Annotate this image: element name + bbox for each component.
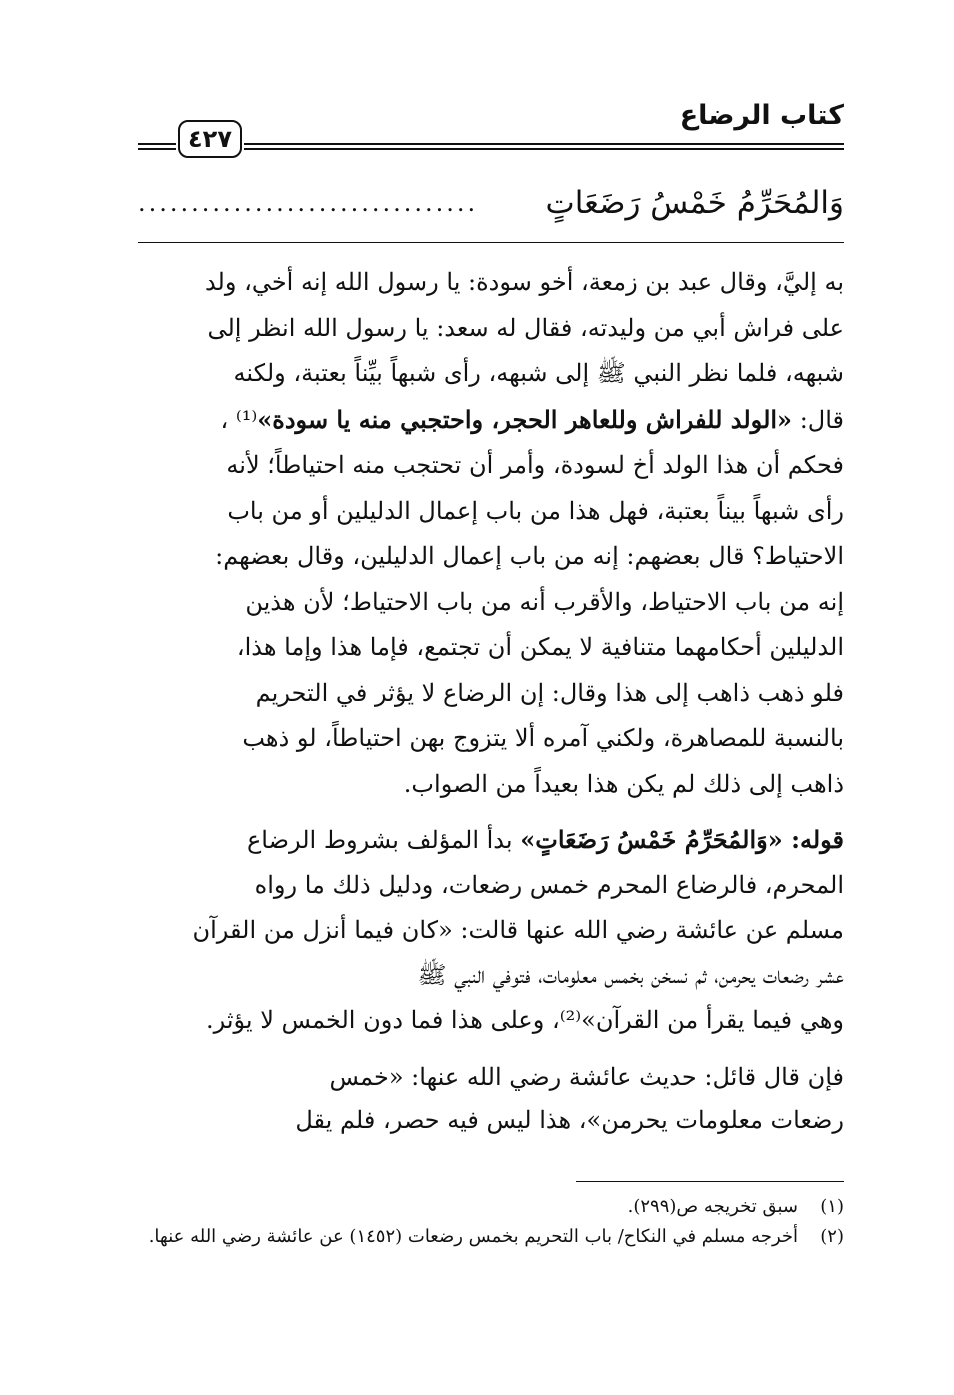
paragraph — [108, 260, 844, 807]
text-line: عشر رضعات يحرمن، ثم نسخن بخمس معلومات، فتوفي النبي ﷺ — [417, 961, 844, 989]
text-line: على فراش أبي من وليدته، فقال له سعد: يا رسول الله انظر إلى — [207, 313, 844, 342]
text-line: وهي فيما يقرأ من القرآن»⁽²⁾، وعلى هذا فما دون الخمس لا يؤثر. — [205, 1006, 844, 1034]
text-segment: ⁽¹⁾ ، — [220, 405, 258, 434]
header-double-rule — [244, 143, 844, 150]
footnote-text: أخرجه مسلم في النكاح/ باب التحريم بخمس رضعات (١٤٥٢) عن عائشة رضي الله عنها. — [148, 1226, 798, 1247]
text-line — [108, 817, 844, 863]
main-text — [108, 260, 844, 1142]
page-number: ٤٢٧ — [178, 120, 242, 158]
matn-heading-line — [138, 178, 844, 228]
paragraph — [108, 1056, 844, 1142]
text-line: رأى شبهاً بيناً بعتبة، فهل هذا من باب إعمال الدليلين أو من باب — [227, 496, 844, 525]
footnote-number: (١) — [820, 1196, 844, 1217]
text-line: فحكم أن هذا الولد أخ لسودة، وأمر أن تحتجب منه احتياطاً؛ لأنه — [226, 451, 844, 479]
footnote-item — [138, 1222, 844, 1252]
matn-text: وَالمُحَرِّمُ خَمْسُ رَضَعَاتٍ — [545, 185, 844, 221]
text-line: الدليلين أحكامهما متنافية لا يمكن أن تجتمع، فإما هذا وإما هذا، — [236, 633, 844, 661]
text-line: مسلم عن عائشة رضي الله عنها قالت: «كان فيما أنزل من القرآن — [192, 916, 844, 944]
text-line — [108, 397, 844, 444]
matn-divider — [138, 242, 844, 243]
text-segment: قال: — [792, 405, 844, 434]
header-double-rule-left — [138, 143, 176, 150]
text-line: به إليَّ، وقال عبد بن زمعة، أخو سودة: يا رسول الله إنه أخي، ولد — [204, 268, 844, 296]
running-header-title: كتاب الرضاع — [679, 100, 844, 131]
text-segment: بدأ المؤلف بشروط الرضاع — [246, 826, 521, 854]
text-line: المحرم، فالرضاع المحرم خمس رضعات، ودليل ذلك ما رواه — [254, 871, 844, 899]
text-line: بالنسبة للمصاهرة، ولكني آمره ألا يتزوج بهن احتياطاً، لو ذهب — [242, 724, 844, 752]
emphasized-text: قوله: «وَالمُحَرِّمُ خَمْسُ رَضَعَاتٍ» — [520, 825, 844, 854]
paragraph — [108, 817, 844, 1043]
text-line: رضعات معلومات يحرمن»، هذا ليس فيه حصر، فلم يقل — [295, 1106, 844, 1134]
matn-leader-dots: ................................ — [138, 189, 479, 217]
text-line: ذاهب إلى ذلك لم يكن هذا بعيداً من الصواب. — [403, 769, 844, 798]
footnote-number: (٢) — [820, 1226, 844, 1247]
text-line: إنه من باب الاحتياط، والأقرب أنه من باب الاحتياط؛ لأن هذين — [245, 587, 844, 616]
text-line: الاحتياط؟ قال بعضهم: إنه من باب إعمال الدليلين، وقال بعضهم: — [215, 542, 844, 570]
footnotes — [138, 1192, 844, 1252]
text-line: فإن قال قائل: حديث عائشة رضي الله عنها: «خمس — [329, 1063, 844, 1091]
text-line: شبهه، فلما نظر النبي ﷺ إلى شبهه، رأى شبهاً بيِّناً بعتبة، ولكنه — [233, 359, 844, 387]
emphasized-text: «الولد للفراش وللعاهر الحجر، واحتجبي منه يا سودة» — [257, 404, 793, 434]
footnote-item — [138, 1192, 844, 1222]
text-line: فلو ذهب ذاهب إلى هذا وقال: إن الرضاع لا يؤثر في التحريم — [255, 678, 844, 707]
footnote-divider — [576, 1181, 844, 1182]
footnote-text: سبق تخريجه ص(٢٩٩). — [627, 1196, 798, 1217]
